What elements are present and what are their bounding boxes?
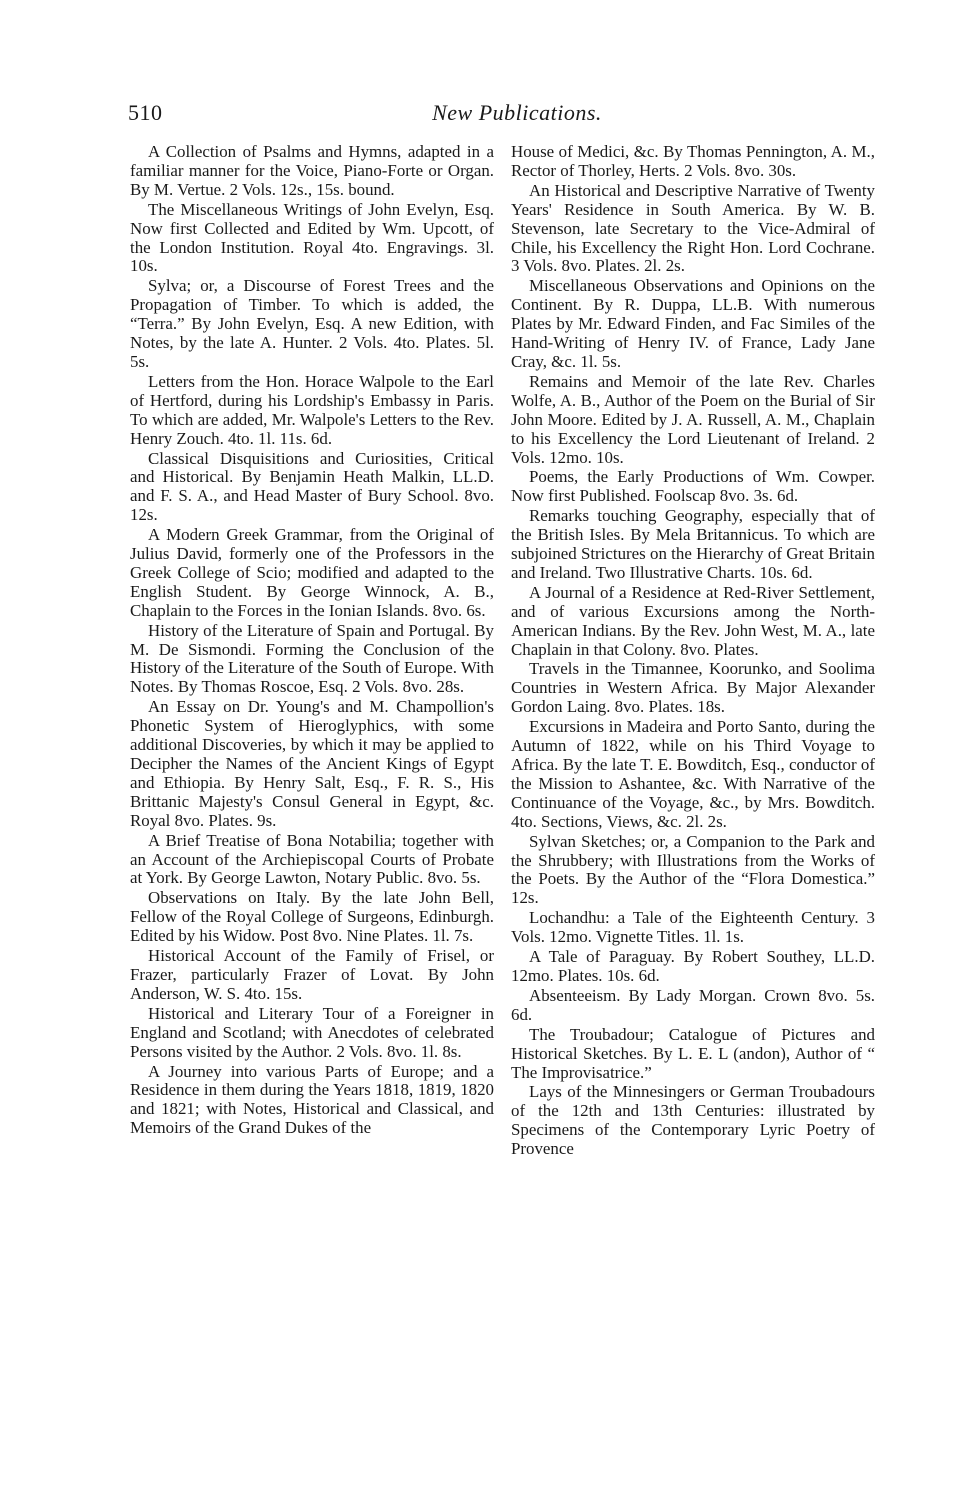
publication-entry: A Collection of Psalms and Hymns, adapted in a familiar manner for the Voice, Piano-Forte or Organ. By M. Vertue. 2 Vols. 12s., 15s. bound.	[130, 142, 494, 199]
left-column	[130, 143, 494, 1139]
publication-entry: Historical Account of the Family of Frisel, or Frazer, particularly Frazer of Lovat. By John Anderson, W. S. 4to. 15s.	[130, 946, 494, 1003]
publication-entry: Sylva; or, a Discourse of Forest Trees and the Propagation of Timber. To which is added, the “Terra.” By John Evelyn, Esq. A new Edition, with Notes, by the late A. Hunter. 2 Vols. 4to. Plates. 5l. 5s.	[130, 276, 494, 371]
running-head: New Publications.	[432, 100, 602, 125]
publication-entry: Remarks touching Geography, especially that of the British Isles. By Mela Britannicus. To which are subjoined Strictures on the Hierarchy of Great Britain and Ireland. Two Illustrative Charts. 10s. 6d.	[511, 506, 875, 582]
page-number: 510	[128, 100, 163, 125]
page-header	[128, 100, 866, 130]
publication-entry: Miscellaneous Observations and Opinions on the Continent. By R. Duppa, LL.B. With numerous Plates by Mr. Edward Finden, and Fac Similes of the Hand-Writing of Henry IV. of France, Lady Jane Cray, &c. 1l. 5s.	[511, 276, 875, 371]
publication-entry: Absenteeism. By Lady Morgan. Crown 8vo. 5s. 6d.	[511, 985, 875, 1024]
publication-entry: Lays of the Minnesingers or German Troubadours of the 12th and 13th Centuries: illustrated by Specimens of the Contemporary Lyric Poetry of Provence	[511, 1082, 875, 1159]
publication-entry: An Essay on Dr. Young's and M. Champollion's Phonetic System of Hieroglyphics, with some additional Discoveries, by which it may be applied to Decipher the Names of the Ancient Kings of Egypt and Ethiopia. By Henry Salt, Esq., F. R. S., His Brittanic Majesty's Consul General in Egypt, &c. Royal 8vo. Plates. 9s.	[130, 697, 494, 830]
publication-entry: Historical and Literary Tour of a Foreigner in England and Scotland; with Anecdotes of celebrated Persons visited by the Author. 2 Vols. 8vo. 1l. 8s.	[130, 1003, 494, 1061]
right-column	[511, 143, 875, 1160]
publication-entry: Sylvan Sketches; or, a Companion to the Park and the Shrubbery; with Illustrations from the Works of the Poets. By the Author of the “Flora Domestica.” 12s.	[511, 831, 875, 908]
publication-entry: Lochandhu: a Tale of the Eighteenth Century. 3 Vols. 12mo. Vignette Titles. 1l. 1s.	[511, 908, 875, 947]
publication-entry: Travels in the Timannee, Koorunko, and Soolima Countries in Western Africa. By Major Alexander Gordon Laing. 8vo. Plates. 18s.	[511, 659, 875, 717]
publication-entry: A Modern Greek Grammar, from the Original of Julius David, formerly one of the Professors in the Greek College of Scio; modified and adapted to the English Student. By George Winnock, A. B., Chaplain to the Forces in the Ionian Islands. 8vo. 6s.	[130, 525, 494, 620]
publication-entry: A Brief Treatise of Bona Notabilia; together with an Account of the Archiepiscopal Courts of Probate at York. By George Lawton, Notary Public. 8vo. 5s.	[130, 830, 494, 888]
publication-entry-continued: House of Medici, &c. By Thomas Pennington, A. M., Rector of Thorley, Herts. 2 Vols. 8vo. 30s.	[511, 142, 875, 180]
publication-entry: An Historical and Descriptive Narrative of Twenty Years' Residence in South America. By W. B. Stevenson, late Secretary to the Vice-Admiral of Chile, his Excellency the Right Hon. Lord Cochrane. 3 Vols. 8vo. Plates. 2l. 2s.	[511, 180, 875, 276]
publication-entry: A Tale of Paraguay. By Robert Southey, LL.D. 12mo. Plates. 10s. 6d.	[511, 947, 875, 985]
publication-entry: A Journey into various Parts of Europe; and a Residence in them during the Years 1818, 1819, 1820 and 1821; with Notes, Historical and Classical, and Memoirs of the Grand Dukes of the	[130, 1061, 494, 1138]
publication-entry: Remains and Memoir of the late Rev. Charles Wolfe, A. B., Author of the Poem on the Burial of Sir John Moore. Edited by J. A. Russell, A. M., Chaplain to his Excellency the Lord Lieutenant of Ireland. 2 Vols. 12mo. 10s.	[511, 371, 875, 467]
publication-entry: The Troubadour; Catalogue of Pictures and Historical Sketches. By L. E. L (andon), Author of “ The Improvisatrice.”	[511, 1024, 875, 1082]
publication-entry: Excursions in Madeira and Porto Santo, during the Autumn of 1822, while on his Third Voyage to Africa. By the late T. E. Bowditch, Esq., conductor of the Mission to Ashantee, &c. With Narrative of the Continuance of the Voyage, &c., by Mrs. Bowditch. 4to. Sections, Views, &c. 2l. 2s.	[511, 717, 875, 831]
publication-entry: The Miscellaneous Writings of John Evelyn, Esq. Now first Collected and Edited by Wm. Upcott, of the London Institution. Royal 4to. Engravings. 3l. 10s.	[130, 199, 494, 276]
publication-entry: Observations on Italy. By the late John Bell, Fellow of the Royal College of Surgeons, Edinburgh. Edited by his Widow. Post 8vo. Nine Plates. 1l. 7s.	[130, 888, 494, 946]
publication-entry: A Journal of a Residence at Red-River Settlement, and of various Excursions among the North-American Indians. By the Rev. John West, M. A., late Chaplain in that Colony. 8vo. Plates.	[511, 582, 875, 659]
publication-entry: Poems, the Early Productions of Wm. Cowper. Now first Published. Foolscap 8vo. 3s. 6d.	[511, 467, 875, 506]
publication-entry: Classical Disquisitions and Curiosities, Critical and Historical. By Benjamin Heath Malkin, LL.D. and F. S. A., and Head Master of Bury School. 8vo. 12s.	[130, 448, 494, 525]
publication-entry: History of the Literature of Spain and Portugal. By M. De Sismondi. Forming the Conclusion of the History of the Literature of the South of Europe. With Notes. By Thomas Roscoe, Esq. 2 Vols. 8vo. 28s.	[130, 620, 494, 697]
publication-entry: Letters from the Hon. Horace Walpole to the Earl of Hertford, during his Lordship's Embassy in Paris. To which are added, Mr. Walpole's Letters to the Rev. Henry Zouch. 4to. 1l. 11s. 6d.	[130, 371, 494, 448]
